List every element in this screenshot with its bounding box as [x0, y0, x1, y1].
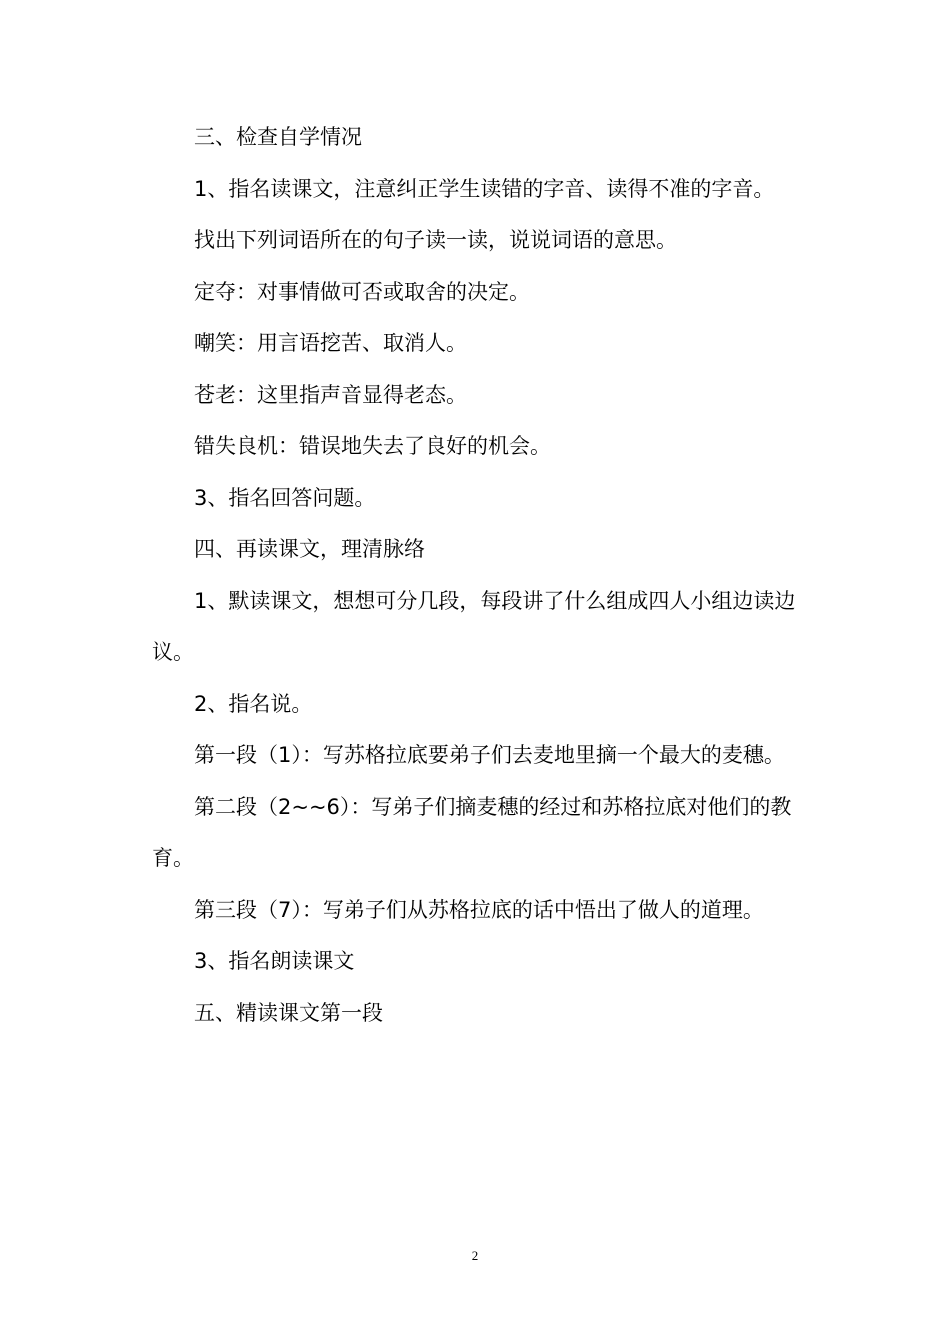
page-number: 2 — [471, 1248, 479, 1263]
paragraph: 1、默读课文，想想可分几段，每段讲了什么组成四人小组边读边议。 — [152, 588, 796, 664]
vocabulary-item: 嘲笑：用言语挖苦、取消人。 — [194, 331, 467, 355]
vocabulary-item: 苍老：这里指声音显得老态。 — [194, 382, 467, 407]
vocabulary-item: 定夺：对事情做可否或取舍的决定。 — [194, 279, 530, 304]
paragraph: 1、指名读课文，注意纠正学生读错的字音、读得不准的字音。 — [194, 176, 775, 201]
paragraph: 第一段（1）：写苏格拉底要弟子们去麦地里摘一个最大的麦穗。 — [194, 743, 785, 767]
paragraph: 第三段（7）：写弟子们从苏格拉底的话中悟出了做人的道理。 — [194, 897, 764, 922]
section-heading: 五、精读课文第一段 — [194, 1000, 383, 1025]
paragraph: 2、指名说。 — [194, 691, 313, 716]
section-heading: 三、检查自学情况 — [194, 125, 362, 149]
vocabulary-item: 错失良机：错误地失去了良好的机会。 — [194, 434, 551, 458]
paragraph: 3、指名回答问题。 — [194, 485, 376, 510]
paragraph: 第二段（2~~6）：写弟子们摘麦穗的经过和苏格拉底对他们的教育。 — [152, 794, 792, 870]
paragraph: 找出下列词语所在的句子读一读，说说词语的意思。 — [194, 228, 677, 252]
document-body — [152, 112, 802, 1039]
section-heading: 四、再读课文，理清脉络 — [194, 537, 425, 561]
paragraph: 3、指名朗读课文 — [194, 949, 355, 973]
